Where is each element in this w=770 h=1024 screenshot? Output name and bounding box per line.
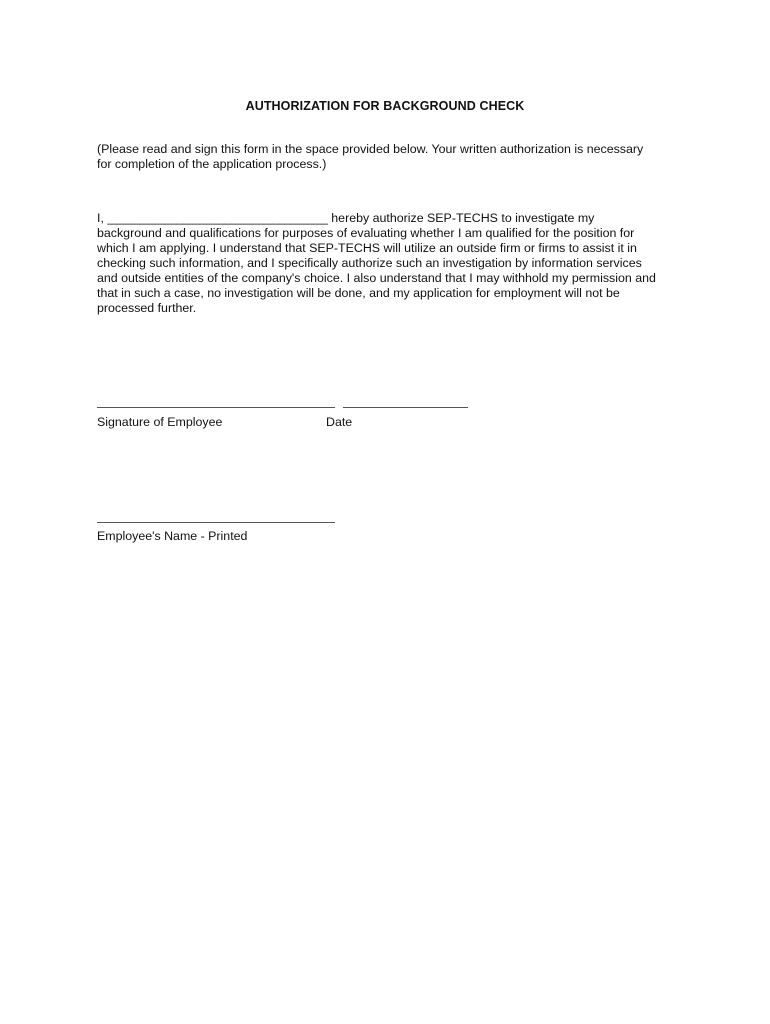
signature-label: Signature of Employee [97, 415, 223, 429]
document-title: AUTHORIZATION FOR BACKGROUND CHECK [245, 99, 525, 113]
authorization-line: and outside entities of the company's choice. I also understand that I may withhold my permission and [97, 271, 656, 285]
date-line[interactable] [343, 407, 468, 408]
authorization-line: I, ________________________________ hereby authorize SEP-TECHS to investigate my [97, 211, 595, 225]
authorization-line: that in such a case, no investigation will be done, and my application for employment will not be [97, 286, 620, 300]
authorization-line: background and qualifications for purposes of evaluating whether I am qualified for the position for [97, 226, 635, 240]
instructions-line: for completion of the application process.) [97, 157, 327, 171]
instructions-paragraph [97, 142, 677, 172]
authorization-paragraph [97, 211, 677, 316]
printed-name-line[interactable] [97, 522, 335, 523]
date-label: Date [326, 415, 353, 429]
instructions-line: (Please read and sign this form in the space provided below. Your written authorization is necessary [97, 142, 644, 156]
authorization-line: checking such information, and I specifically authorize such an investigation by information services [97, 256, 642, 270]
authorization-line: which I am applying. I understand that SEP-TECHS will utilize an outside firm or firms to assist it in [97, 241, 637, 255]
printed-name-label: Employee's Name - Printed [97, 529, 248, 543]
signature-line[interactable] [97, 407, 335, 408]
authorization-line: processed further. [97, 301, 197, 315]
